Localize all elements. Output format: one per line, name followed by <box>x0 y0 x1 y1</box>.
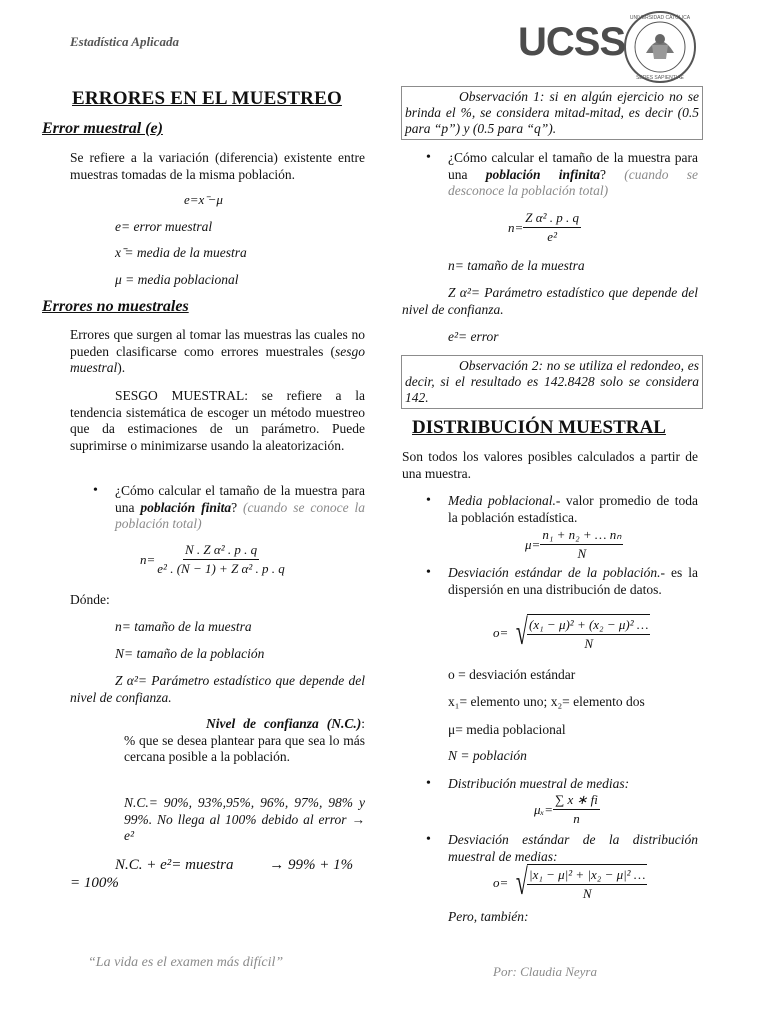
university-seal-icon <box>622 9 698 85</box>
nc-equation <box>70 856 365 892</box>
main-title: ERRORES EN EL MUESTREO <box>72 88 342 109</box>
finite-q-c: ? <box>231 499 244 515</box>
bullet-icon: • <box>426 776 431 791</box>
svg-text:UNIVERSIDAD CATÓLICA: UNIVERSIDAD CATÓLICA <box>629 15 691 21</box>
def-o: o = desviación estándar <box>448 667 576 682</box>
def-N-left: N= tamaño de la población <box>115 646 265 661</box>
nc-text: : % que se desea plantear para que sea lo más cercana posible a la población. <box>124 716 365 764</box>
bullet-icon: • <box>426 493 431 508</box>
def-mu-right: μ= media poblacional <box>448 722 566 737</box>
finite-denominator: e² . (N − 1) + Z α² . p . q <box>157 561 285 576</box>
desv-dist-numerator: |x₁ − μ|² + |x₂ − μ|² … <box>527 867 647 885</box>
media-text: - valor promedio de toda la población estadística. <box>448 493 699 525</box>
dist-denominator: n <box>573 811 580 826</box>
observation-2: Observación 2: no se utiliza el redondeo, es decir, si el resultado es 142.8428 solo se considera 142. <box>401 355 703 409</box>
donde-label: Dónde: <box>70 592 110 607</box>
formula-finite-sample <box>140 542 287 577</box>
finite-q-note: (cuando se conoce la población total) <box>115 499 365 531</box>
media-item <box>426 493 699 526</box>
distribucion-intro: Son todos los valores posibles calculados a partir de una muestra. <box>402 449 698 481</box>
infinite-question <box>426 150 698 200</box>
finite-q-a: ¿Cómo calcular el tamaño de la muestra para una <box>115 483 365 515</box>
def-N-right: N = población <box>448 748 527 763</box>
bullet-icon: • <box>426 565 431 580</box>
observation-1: Observación 1: si en algún ejercicio no se brinda el %, se considera mitad-mitad, es decir (0.5 para “p”) y (0.5 para “q”). <box>401 86 703 140</box>
desv-dist-item <box>426 832 698 865</box>
def-x1-x2 <box>448 694 645 711</box>
nc-values-text: N.C.= 90%, 93%,95%, 96%, 97%, 98% y 99%. No llega al 100% debido al error <box>124 795 365 827</box>
sec2-text-b: ). <box>117 360 126 375</box>
desv-dist-denominator: N <box>582 886 592 901</box>
infinite-numerator: Z α² . p . q <box>523 210 581 228</box>
footer-author: Por: Claudia Neyra <box>493 964 597 979</box>
section-title-error-muestral: Error muestral (e) <box>42 120 163 137</box>
media-lhs: μ= <box>525 536 541 552</box>
sqrt-icon: √ <box>516 612 529 652</box>
def-mu: μ = media poblacional <box>115 272 239 287</box>
nc-arrow: → e² <box>124 811 365 843</box>
sec1-paragraph: Se refiere a la variación (diferencia) existente entre muestras tomadas de la misma población. <box>70 150 365 182</box>
course-header: Estadística Aplicada <box>70 34 179 49</box>
dist-medias-item <box>426 776 698 793</box>
nc-equation-b: → 99% + 1% = 100% <box>70 857 354 891</box>
def-n-right: n= tamaño de la muestra <box>448 258 585 273</box>
infinite-q-a: ¿Cómo calcular el tamaño de la muestra para una <box>448 150 698 182</box>
media-denominator: N <box>577 546 587 561</box>
nc-paragraph <box>124 716 365 766</box>
bullet-icon: • <box>426 150 431 165</box>
desv-text: - es la dispersión en una distribución de datos. <box>448 565 699 597</box>
sqrt-icon: √ <box>516 862 529 902</box>
bullet-icon: • <box>426 832 431 847</box>
finite-question <box>93 483 365 533</box>
infinite-q-c: ? <box>600 166 625 182</box>
sec2-text-a: Errores que surgen al tomar las muestras las cuales no pueden clasificarse como errores muestrales ( <box>70 327 365 359</box>
formula-infinite-sample <box>508 210 581 245</box>
formula-dist-medias <box>534 792 600 827</box>
desv-dist-label: Desviación estándar de la distribución muestral de medias: <box>448 832 698 864</box>
def-z-left: Z α²= Parámetro estadístico que depende del nivel de confianza. <box>70 673 365 705</box>
footer-quote: “La vida es el examen más difícil” <box>88 955 284 970</box>
infinite-denominator: e² <box>547 229 557 244</box>
def-x1: x₁= elemento uno; <box>448 694 551 709</box>
section-title-errores-no-muestrales: Errores no muestrales <box>42 298 189 315</box>
desv-dist-lhs: o= <box>493 875 509 890</box>
def-z-right: Z α²= Parámetro estadístico que depende del nivel de confianza. <box>402 285 698 317</box>
finite-lhs: n= <box>140 551 156 567</box>
def-e-right: e²= error <box>448 329 499 344</box>
nc-values <box>124 795 365 845</box>
finite-numerator: N . Z α² . p . q <box>183 542 259 560</box>
svg-text:SEDES SAPIENTIAE: SEDES SAPIENTIAE <box>636 75 684 81</box>
formula-error: e=x ̄−μ <box>184 192 223 207</box>
def-n-left: n= tamaño de la muestra <box>115 619 252 634</box>
def-x2: x₂= elemento dos <box>550 694 645 709</box>
media-label: Media poblacional. <box>448 493 556 508</box>
formula-media <box>525 527 623 562</box>
section-title-distribucion: DISTRIBUCIÓN MUESTRAL <box>412 417 666 438</box>
infinite-q-note: (cuando se desconoce la población total) <box>448 166 698 198</box>
desv-lhs: o= <box>493 625 509 640</box>
dist-lhs: μₓ= <box>534 801 553 817</box>
infinite-q-b: población infinita <box>485 166 601 182</box>
dist-medias-label: Distribución muestral de medias: <box>448 776 630 791</box>
nc-equation-a: N.C. + e²= muestra <box>115 857 234 873</box>
desv-label: Desviación estándar de la población. <box>448 565 661 580</box>
sec2-text-em: sesgo muestral <box>70 343 365 375</box>
formula-desv-dist <box>493 864 647 902</box>
logo-text: UCSS <box>518 20 626 64</box>
desv-denominator: N <box>584 636 594 651</box>
sec2-paragraph <box>70 327 365 377</box>
infinite-lhs: n= <box>508 219 524 235</box>
desv-item <box>426 565 699 598</box>
ucss-logo <box>518 14 700 80</box>
bullet-icon: • <box>93 483 98 498</box>
sesgo-paragraph: SESGO MUESTRAL: se refiere a la tendencia sistemática de escoger un método muestreo que da estimaciones de un parámetro. Puede suprimirse o minimizarse usando la aleatorización. <box>70 388 365 453</box>
def-x-bar: x ̄= media de la muestra <box>115 245 247 260</box>
pero-tambien: Pero, también: <box>448 909 529 924</box>
dist-numerator: ∑ x ∗ fi <box>553 792 600 810</box>
finite-q-b: población finita <box>140 499 232 515</box>
desv-numerator: (x₁ − μ)² + (x₂ − μ)² … <box>527 617 650 635</box>
media-numerator: n₁ + n₂ + … nₙ <box>540 527 623 545</box>
formula-desv <box>493 614 650 652</box>
nc-title: Nivel de confianza (N.C.) <box>206 716 362 731</box>
def-e: e= error muestral <box>115 219 213 234</box>
